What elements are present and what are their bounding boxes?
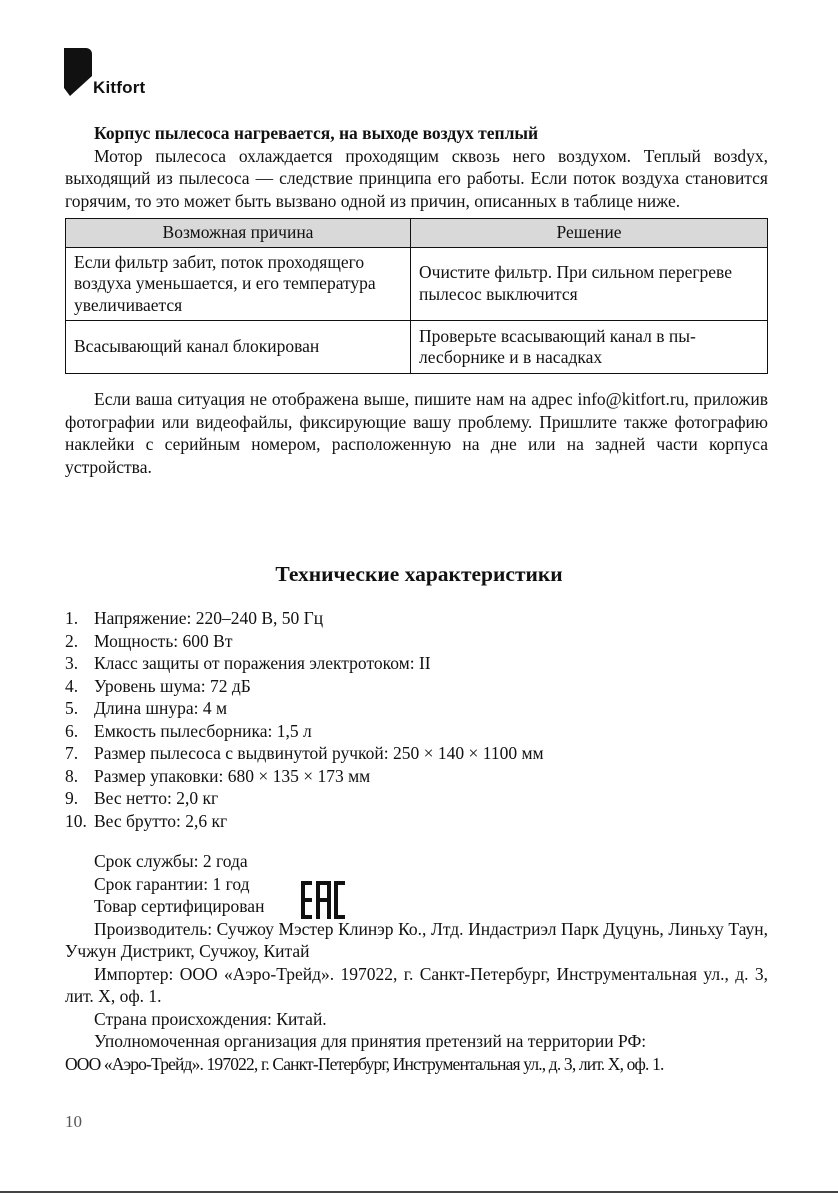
brand-name: Kitfort bbox=[93, 78, 146, 97]
authorized-org-address: ООО «Аэро-Трейд». 197022, г. Санкт-Петербург, Инструментальная ул., д. 3, лит. Х, оф. 1. bbox=[65, 1053, 664, 1074]
table-cell-cause: Всасывающий канал блокирован bbox=[66, 321, 411, 374]
importer: Импортер: ООО «Аэро-Трейд». 197022, г. Санкт-Петербург, Инструментальная ул., д. 3, лит. Х, оф. 1. bbox=[65, 963, 768, 1006]
list-item bbox=[65, 765, 768, 788]
list-item bbox=[65, 810, 768, 833]
table-header-solution: Решение bbox=[411, 219, 768, 248]
spec-text: Вес брутто: 2,6 кг bbox=[94, 810, 228, 831]
spec-text: Вес нетто: 2,0 кг bbox=[94, 788, 219, 808]
eac-mark-icon bbox=[301, 881, 345, 919]
spec-text: Мощность: 600 Вт bbox=[94, 630, 233, 651]
list-item bbox=[65, 720, 768, 743]
contact-paragraph: Если ваша ситуация не отображена выше, пишите нам на адрес info@kitfort.ru, приложив фотографии или видеофайлы, фиксирующие вашу проблему. Пришлите также фотографию наклейки с серийным номером, расположенную на дне или на задней части корпуса устройства. bbox=[65, 389, 768, 477]
list-item bbox=[65, 630, 768, 653]
spec-number: 7. bbox=[65, 743, 79, 763]
spec-number: 5. bbox=[65, 698, 79, 718]
kitfort-logo-icon bbox=[64, 48, 92, 96]
spec-number: 3. bbox=[65, 653, 79, 673]
page-number: 10 bbox=[65, 1112, 82, 1131]
list-item bbox=[65, 607, 768, 630]
spec-number: 1. bbox=[65, 608, 79, 628]
brand-logo bbox=[64, 48, 174, 98]
table-header-row bbox=[66, 219, 768, 248]
troubleshoot-intro: Мотор пылесоса охлаждается проходящим сквозь него воздухом. Теплый возdух, выходящий из пылесоса — следствие принципа его работы. Если поток воздуха становится горячим, то это может быть вызвано одной из причин, описанных в таблице ниже. bbox=[65, 145, 768, 211]
table-cell-solution: Проверьте всасывающий канал в пылесборнике и в насадках bbox=[411, 321, 768, 374]
spec-text: Напряжение: 220–240 В, 50 Гц bbox=[94, 608, 324, 628]
list-item bbox=[65, 697, 768, 720]
spec-text: Размер пылесоса с выдвинутой ручкой: 250 × 140 × 1100 мм bbox=[94, 743, 544, 763]
service-life: Срок службы: 2 года bbox=[94, 851, 248, 871]
table-row bbox=[66, 247, 768, 321]
spec-number: 9. bbox=[65, 788, 79, 808]
table-cell-cause: Если фильтр забит, поток проходящего воздуха уменьшается, и его температура увеличивается bbox=[66, 247, 411, 321]
spec-number: 4. bbox=[65, 675, 79, 696]
list-item bbox=[65, 742, 768, 765]
troubleshoot-section bbox=[65, 122, 768, 478]
spec-text: Класс защиты от поражения электротоком: II bbox=[94, 653, 431, 673]
country-of-origin: Страна происхождения: Китай. bbox=[94, 1008, 327, 1029]
spec-text: Уровень шума: 72 дБ bbox=[94, 675, 251, 696]
troubleshoot-title: Корпус пылесоса нагревается, на выходе воздух теплый bbox=[94, 123, 539, 143]
specs-list bbox=[65, 607, 768, 832]
spec-text: Размер упаковки: 680 × 135 × 173 мм bbox=[94, 765, 371, 786]
table-header-cause: Возможная причина bbox=[66, 219, 411, 248]
list-item bbox=[65, 787, 768, 810]
specs-title: Технические характеристики bbox=[275, 562, 563, 586]
spec-number: 8. bbox=[65, 765, 79, 786]
certified-text: Товар сертифицирован bbox=[94, 896, 265, 916]
spec-text: Емкость пылесборника: 1,5 л bbox=[94, 720, 312, 741]
spec-number: 10. bbox=[65, 810, 87, 831]
authorized-org: Уполномоченная организация для принятия претензий на территории РФ: bbox=[94, 1031, 647, 1051]
list-item bbox=[65, 675, 768, 698]
troubleshoot-table bbox=[65, 218, 768, 374]
table-row bbox=[66, 321, 768, 374]
manufacturer: Производитель: Сучжоу Мэстер Клинэр Ко., Лтд. Индастриэл Парк Дуцунь, Линьху Таун, Учжун Дистрикт, Сучжоу, Китай bbox=[65, 918, 768, 961]
warranty: Срок гарантии: 1 год bbox=[94, 873, 250, 894]
spec-number: 2. bbox=[65, 630, 79, 651]
list-item bbox=[65, 652, 768, 675]
table-cell-solution: Очистите фильтр. При сильном перегреве пылесос выключится bbox=[411, 247, 768, 321]
spec-text: Длина шнура: 4 м bbox=[94, 698, 228, 718]
product-info bbox=[65, 850, 768, 1075]
spec-number: 6. bbox=[65, 720, 79, 741]
certification-row bbox=[65, 895, 768, 918]
